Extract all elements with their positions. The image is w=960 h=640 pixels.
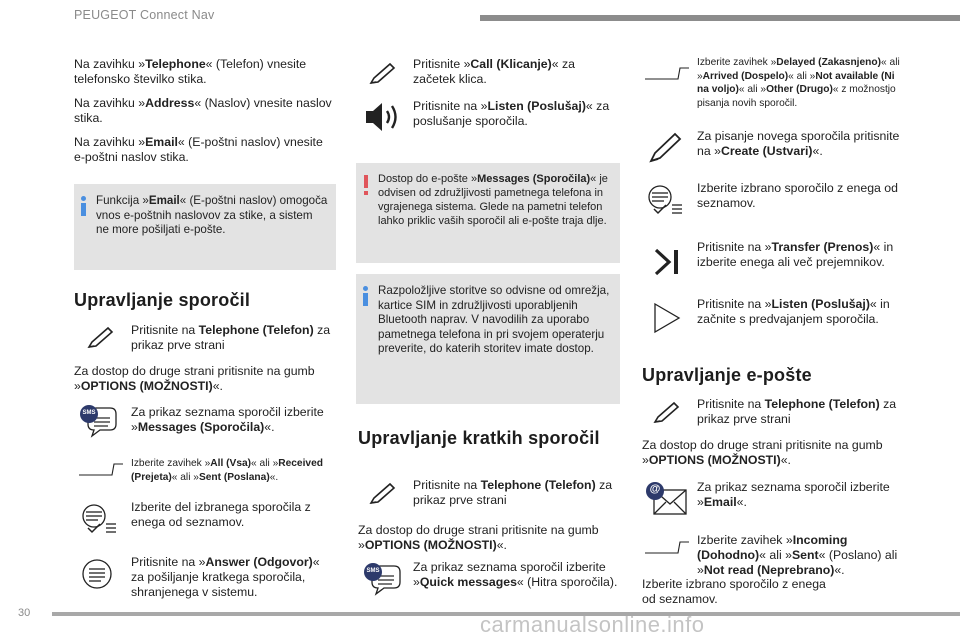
step-listen: Pritisnite na »Listen (Poslušaj)« za poslušanje sporočila. (413, 99, 610, 128)
step-listen-play: Pritisnite na »Listen (Poslušaj)« in začnite s predvajanjem sporočila. (697, 297, 890, 326)
warning-note-email (356, 163, 620, 263)
step-choose-tab-messages: Izberite zavihek »All (Vsa)« ali »Received (Prejeta)« ali »Sent (Poslana)«. (131, 458, 323, 483)
info-note-services (356, 274, 620, 404)
paragraph-select-email: Izberite izbrano sporočilo z enega od seznamov. (642, 577, 826, 606)
paragraph-options: Za dostop do druge strani pritisnite na gumb »OPTIONS (MOŽNOSTI)«. (642, 438, 883, 467)
step-telephone-first-page: Pritisnite na Telephone (Telefon) za prikaz prve strani (131, 323, 331, 352)
step-telephone-first-page: Pritisnite na Telephone (Telefon) za prikaz prve strani (697, 397, 897, 426)
info-icon (362, 286, 372, 306)
step-transfer: Pritisnite na »Transfer (Prenos)« in izberite enega ali več prejemnikov. (697, 240, 894, 269)
sms-icon-label: SMS (82, 410, 96, 416)
tab-icon (644, 65, 690, 81)
paragraph-address-tab: Na zavihku »Address« (Naslov) vnesite naslov stika. (74, 96, 332, 125)
step-telephone-first-page: Pritisnite na Telephone (Telefon) za prikaz prve strani (413, 478, 613, 507)
paragraph-options: Za dostop do druge strani pritisnite na gumb »OPTIONS (MOŽNOSTI)«. (358, 523, 599, 552)
info-note-email (74, 184, 336, 270)
pencil-icon (368, 62, 398, 86)
paragraph-email-tab: Na zavihku »Email« (E-poštni naslov) vnesite e-poštni naslov stika. (74, 135, 323, 164)
section-heading-messages: Upravljanje sporočil (74, 290, 251, 310)
pencil-icon (648, 132, 682, 164)
pencil-icon (652, 401, 682, 425)
warning-icon (362, 175, 372, 195)
list-check-icon (80, 502, 120, 536)
step-select-message-part: Izberite del izbranega sporočila z enega od seznamov. (131, 500, 311, 529)
pencil-icon (368, 482, 398, 506)
step-answer: Pritisnite na »Answer (Odgovor)« za pošiljanje kratkega sporočila, shranjenega v sistemu. (131, 555, 320, 599)
step-choose-tab-quick-messages: Izberite zavihek »Delayed (Zakasnjeno)« ali »Arrived (Dospelo)« ali »Not available (Ni na voljo)« ali »Other (Drugo)« z možnostjo pisanja novih sporočil. (697, 57, 900, 109)
tab-icon (644, 539, 690, 555)
paragraph-options: Za dostop do druge strani pritisnite na gumb »OPTIONS (MOŽNOSTI)«. (74, 364, 315, 393)
sms-bubble-icon (362, 562, 402, 598)
sms-bubble-icon (78, 404, 118, 440)
section-heading-email: Upravljanje e-pošte (642, 365, 812, 385)
step-choose-tab-email: Izberite zavihek »Incoming (Dohodno)« ali »Sent« (Poslano) ali »Not read (Neprebrano)«. (697, 533, 898, 577)
forward-icon (650, 247, 682, 277)
play-icon (652, 301, 682, 335)
email-icon (644, 480, 688, 518)
step-select-message: Izberite izbrano sporočilo z enega od seznamov. (697, 181, 898, 210)
paragraph-telephone-tab: Na zavihku »Telephone« (Telefon) vnesite telefonsko številko stika. (74, 57, 307, 86)
info-icon (80, 196, 90, 216)
reply-icon (80, 558, 116, 592)
pencil-icon (86, 326, 116, 350)
info-note-text: Razpoložljive storitve so odvisne od omrežja, kartice SIM in združljivosti uporabljenih Bluetooth naprav. V navodilih za uporabo pametnega telefona in pri svojem operaterju preverite, do katerih storitev imate dostop. (378, 284, 610, 355)
email-icon-label: @ (649, 483, 661, 495)
section-heading-sms: Upravljanje kratkih sporočil (358, 428, 600, 448)
info-note-text: Funkcija »Email« (E-poštni naslov) omogoča vnos e-poštnih naslovov za stike, a sistem ne more pošiljati e-pošte. (96, 194, 328, 236)
step-open-messages: Za prikaz seznama sporočil izberite »Messages (Sporočila)«. (131, 405, 324, 434)
step-open-quick-messages: Za prikaz seznama sporočil izberite »Quick messages« (Hitra sporočila). (413, 560, 618, 589)
step-call: Pritisnite »Call (Klicanje)« za začetek klica. (413, 57, 575, 86)
step-create: Za pisanje novega sporočila pritisnite na »Create (Ustvari)«. (697, 129, 900, 158)
sms-icon-label: SMS (366, 568, 380, 574)
list-check-icon (646, 183, 686, 217)
step-open-email: Za prikaz seznama sporočil izberite »Email«. (697, 480, 890, 509)
page-number: 30 (18, 607, 31, 619)
header-bar (480, 15, 960, 21)
warning-note-text: Dostop do e-pošte »Messages (Sporočila)« je odvisen od združljivosti pametnega telefona in vgrajenega sistema. Glede na pametni telefon lahko priklic vaših sporočil ali e-pošte traja dlje. (378, 173, 608, 227)
tab-icon (78, 461, 124, 477)
watermark: carmanualsonline.info (480, 612, 705, 637)
running-header: PEUGEOT Connect Nav (74, 8, 215, 22)
speaker-icon (364, 100, 402, 134)
